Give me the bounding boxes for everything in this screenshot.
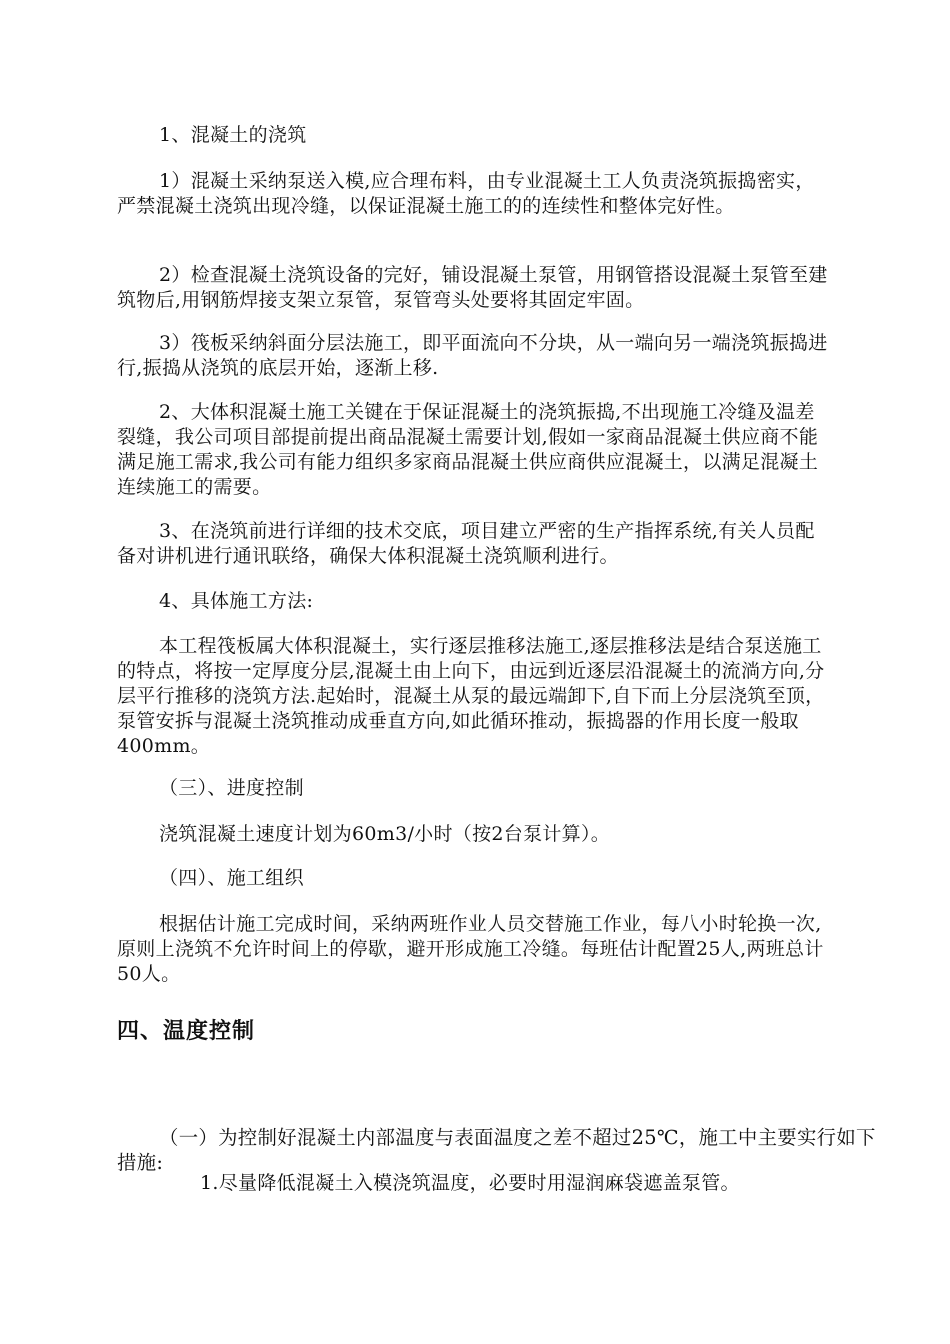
paragraph-technical-briefing: 3、在浇筑前进行详细的技术交底，项目建立严密的生产指挥系统,有关人员配备对讲机进行通讯联络，确保大体积混凝土浇筑顺利进行。 — [117, 520, 815, 567]
pouring-step-2: 2）检查混凝土浇筑设备的完好，铺设混凝土泵管，用钢管搭设混凝土泵管至建筑物后,用钢筋焊接支架立泵管，泵管弯头处要将其固定牢固。 — [117, 264, 828, 311]
progress-control-body: 浇筑混凝土速度计划为60m3/小时（按2台泵计算）。 — [159, 823, 611, 845]
construction-method-title: 4、具体施工方法: — [159, 590, 314, 612]
construction-method-body: 本工程筏板属大体积混凝土，实行逐层推移法施工,逐层推移法是结合泵送施工的特点，将按一定厚度分层,混凝土由上向下，由远到近逐层沿混凝土的流淌方向,分层平行推移的浇筑方法.起始时，混凝土从泵的最远端卸下,自下而上分层浇筑至顶，泵管安拆与混凝土浇筑推动成垂直方向,如此循环推动，振捣器的作用长度一般取400mm。 — [117, 635, 825, 757]
section-pouring-title: 1、混凝土的浇筑 — [159, 124, 307, 146]
pouring-step-1: 1）混凝土采纳泵送入模,应合理布料，由专业混凝土工人负责浇筑振捣密实，严禁混凝土浇筑出现冷缝，以保证混凝土施工的的连续性和整体完好性。 — [117, 170, 815, 217]
construction-organization-title: （四）、施工组织 — [159, 867, 304, 889]
construction-organization-body: 根据估计施工完成时间，采纳两班作业人员交替施工作业，每八小时轮换一次,原则上浇筑不允许时间上的停歇，避开形成施工冷缝。每班估计配置25人,两班总计50人。 — [117, 913, 824, 985]
temperature-control-heading: 四、温度控制 — [117, 1019, 256, 1044]
progress-control-title: （三）、进度控制 — [159, 777, 304, 799]
pouring-step-3: 3）筏板采纳斜面分层法施工，即平面流向不分块，从一端向另一端浇筑振捣进行,振捣从浇筑的底层开始，逐渐上移. — [117, 332, 828, 379]
temperature-measure-1: 1.尽量降低混凝土入模浇筑温度，必要时用湿润麻袋遮盖泵管。 — [200, 1172, 740, 1194]
paragraph-mass-concrete: 2、大体积混凝土施工关键在于保证混凝土的浇筑振捣,不出现施工冷缝及温差裂缝，我公司项目部提前提出商品混凝土需要计划,假如一家商品混凝土供应商不能满足施工需求,我公司有能力组织多家商品混凝土供应商供应混凝土，以满足混凝土连续施工的需要。 — [117, 401, 819, 498]
temperature-control-intro: （一）为控制好混凝土内部温度与表面温度之差不超过25℃，施工中主要实行如下措施: — [117, 1126, 876, 1174]
